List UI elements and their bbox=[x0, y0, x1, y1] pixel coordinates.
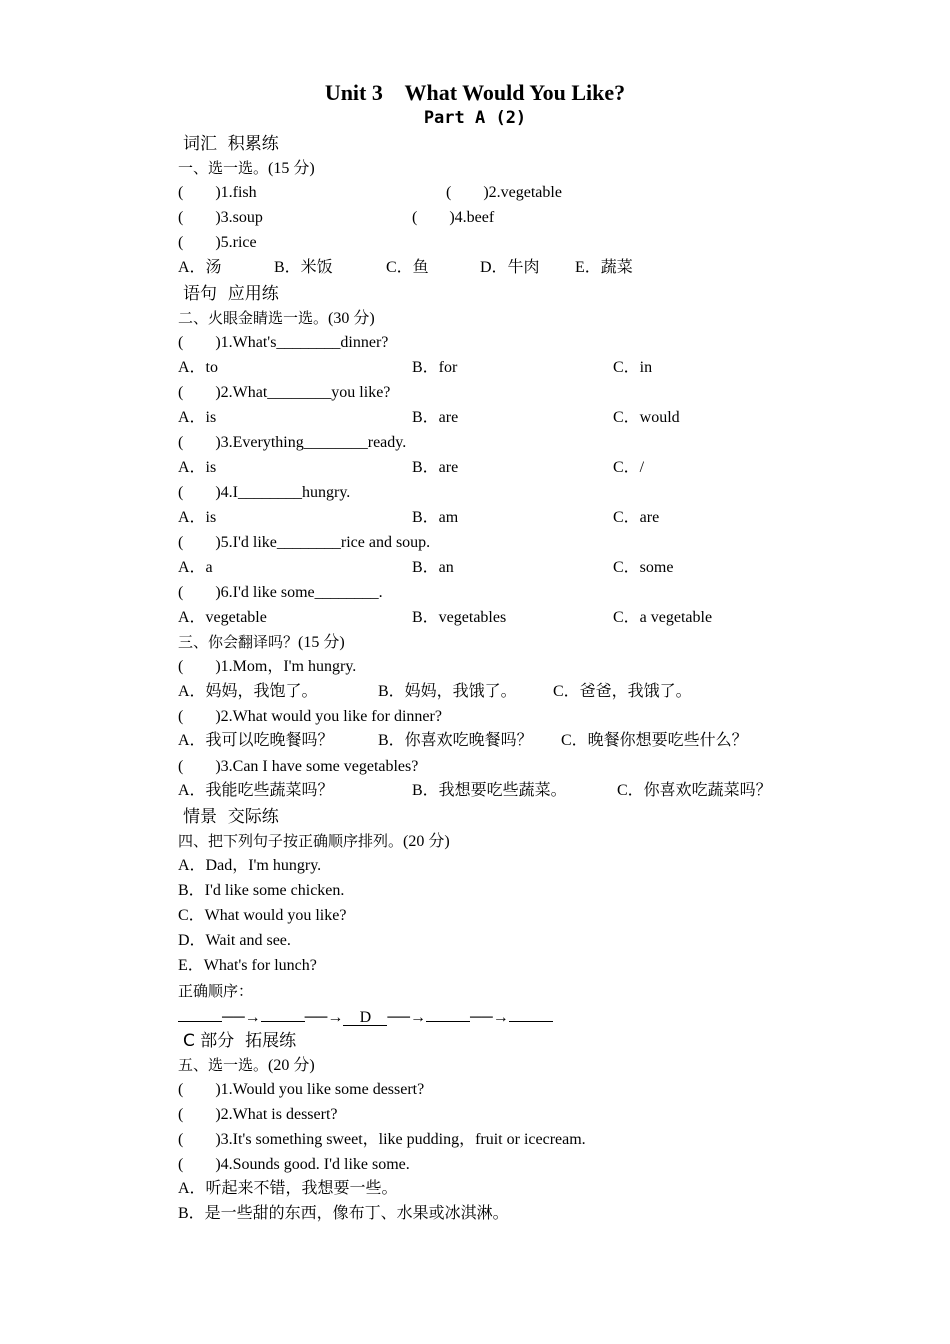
answer-option: C．晚餐你想要吃些什么？ bbox=[561, 732, 748, 749]
answer-option: A．vegetable bbox=[178, 609, 267, 626]
answer-option: C．are bbox=[613, 509, 660, 526]
dialogue-item: ( )1.Would you like some dessert? bbox=[178, 1081, 425, 1098]
answer-option: E．蔬菜 bbox=[575, 259, 633, 276]
match-item: ( )3.soup bbox=[178, 209, 263, 226]
page-subtitle: Part A (2) bbox=[423, 108, 527, 128]
answer-option: B．are bbox=[412, 409, 459, 426]
answer-option: B．an bbox=[412, 559, 454, 576]
section-heading-situation: 情景 交际练 bbox=[183, 807, 279, 827]
question-stem: ( )1.Mom，I'm hungry. bbox=[178, 658, 357, 675]
answer-option: C．some bbox=[613, 559, 674, 576]
question-5-heading: 五、选一选。(20 分) bbox=[178, 1056, 315, 1074]
question-stem: ( )3.Can I have some vegetables? bbox=[178, 758, 419, 775]
question-3-heading: 三、你会翻译吗？(15 分) bbox=[178, 633, 345, 651]
section-heading-vocabulary: 词汇 积累练 bbox=[183, 134, 279, 154]
order-sentence: A．Dad，I'm hungry. bbox=[178, 857, 322, 874]
answer-option: A．is bbox=[178, 409, 217, 426]
order-blank[interactable]: D bbox=[343, 1009, 387, 1026]
dialogue-item: ( )2.What is dessert? bbox=[178, 1106, 338, 1123]
answer-option: A．is bbox=[178, 509, 217, 526]
answer-option: A．我能吃些蔬菜吗？ bbox=[178, 782, 334, 799]
answer-option: A．a bbox=[178, 559, 213, 576]
dialogue-item: ( )4.Sounds good. I'd like some. bbox=[178, 1156, 410, 1173]
dialogue-item: ( )3.It's something sweet，like pudding，fruit or icecream. bbox=[178, 1131, 586, 1148]
order-blank[interactable] bbox=[426, 1005, 470, 1022]
answer-option: A．妈妈，我饱了。 bbox=[178, 683, 318, 700]
answer-option: B．米饭 bbox=[274, 259, 333, 276]
page-title: Unit 3 What Would You Like? bbox=[324, 80, 626, 105]
answer-option: C．in bbox=[613, 359, 653, 376]
answer-option: C．你喜欢吃蔬菜吗？ bbox=[617, 782, 772, 799]
match-item: ( )4.beef bbox=[412, 209, 495, 226]
order-sentence: D．Wait and see. bbox=[178, 932, 291, 949]
answer-option: B．vegetables bbox=[412, 609, 507, 626]
order-blank[interactable] bbox=[178, 1005, 222, 1022]
order-answer-row: ──→ ──→ D ──→ ──→ bbox=[178, 1005, 553, 1029]
order-blank[interactable] bbox=[509, 1005, 553, 1022]
answer-option: B．你喜欢吃晚餐吗？ bbox=[378, 732, 533, 749]
match-item: ( )2.vegetable bbox=[446, 184, 562, 201]
order-sentence: C．What would you like? bbox=[178, 907, 347, 924]
match-item: ( )5.rice bbox=[178, 234, 257, 251]
order-sentence: B．I'd like some chicken. bbox=[178, 882, 345, 899]
answer-option: A．to bbox=[178, 359, 219, 376]
question-2-heading: 二、火眼金睛选一选。(30 分) bbox=[178, 309, 375, 327]
answer-option: B．妈妈，我饿了。 bbox=[378, 683, 517, 700]
answer-option: B．are bbox=[412, 459, 459, 476]
answer-option: C．鱼 bbox=[386, 259, 429, 276]
question-stem: ( )2.What would you like for dinner? bbox=[178, 708, 442, 725]
answer-option: A．我可以吃晚餐吗？ bbox=[178, 732, 334, 749]
answer-option: D．牛肉 bbox=[480, 259, 540, 276]
answer-option: C．/ bbox=[613, 459, 645, 476]
question-stem: ( )3.Everything________ready. bbox=[178, 434, 407, 451]
answer-option: B．am bbox=[412, 509, 459, 526]
answer-option: C．爸爸，我饿了。 bbox=[553, 683, 692, 700]
answer-option: A．听起来不错，我想要一些。 bbox=[178, 1180, 398, 1197]
question-stem: ( )1.What's________dinner? bbox=[178, 334, 389, 351]
answer-option: A．汤 bbox=[178, 259, 222, 276]
answer-option: A．is bbox=[178, 459, 217, 476]
question-stem: ( )6.I'd like some________. bbox=[178, 584, 383, 601]
question-stem: ( )5.I'd like________rice and soup. bbox=[178, 534, 431, 551]
question-1-heading: 一、选一选。(15 分) bbox=[178, 159, 315, 177]
order-sentence: E．What's for lunch? bbox=[178, 957, 317, 974]
answer-option: C．would bbox=[613, 409, 680, 426]
order-label: 正确顺序： bbox=[178, 982, 254, 1000]
section-heading-extension: C 部分 拓展练 bbox=[183, 1031, 297, 1051]
answer-option: B．是一些甜的东西，像布丁、水果或冰淇淋。 bbox=[178, 1205, 509, 1222]
answer-option: B．for bbox=[412, 359, 458, 376]
answer-option: B．我想要吃些蔬菜。 bbox=[412, 782, 567, 799]
section-heading-sentences: 语句 应用练 bbox=[183, 284, 279, 304]
question-4-heading: 四、把下列句子按正确顺序排列。(20 分) bbox=[178, 832, 450, 850]
match-item: ( )1.fish bbox=[178, 184, 257, 201]
answer-option: C．a vegetable bbox=[613, 609, 713, 626]
question-stem: ( )4.I________hungry. bbox=[178, 484, 351, 501]
order-blank[interactable] bbox=[261, 1005, 305, 1022]
question-stem: ( )2.What________you like? bbox=[178, 384, 391, 401]
